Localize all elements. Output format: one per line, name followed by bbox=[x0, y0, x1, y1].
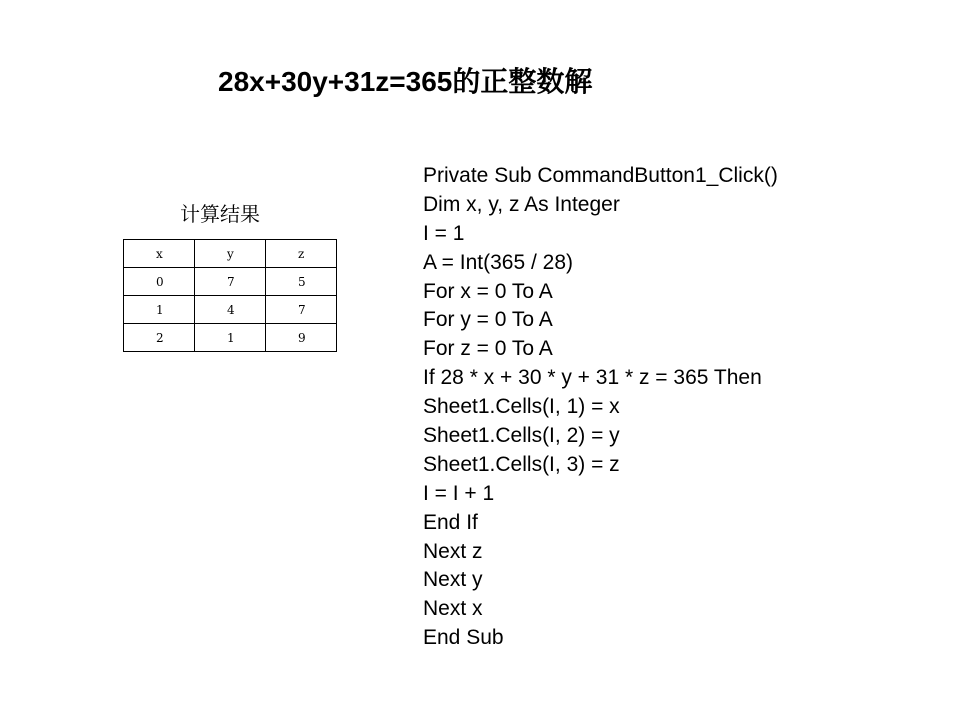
code-line: Dim x, y, z As Integer bbox=[423, 192, 620, 216]
code-line: I = 1 bbox=[423, 221, 465, 245]
code-line: Next x bbox=[423, 597, 483, 621]
table-cell: 1 bbox=[195, 324, 266, 352]
table-cell: 4 bbox=[195, 296, 266, 324]
code-line: Sheet1.Cells(I, 1) = x bbox=[423, 395, 620, 419]
table-cell: 7 bbox=[266, 296, 337, 324]
code-line: A = Int(365 / 28) bbox=[423, 250, 574, 274]
table-row bbox=[124, 324, 337, 352]
code-line: Sheet1.Cells(I, 2) = y bbox=[423, 424, 620, 448]
code-block bbox=[423, 162, 778, 653]
table-cell: 2 bbox=[124, 324, 195, 352]
code-line: Private Sub CommandButton1_Click() bbox=[423, 164, 778, 187]
slide-title: 28x+30y+31z=365的正整数解 bbox=[218, 66, 593, 97]
table-cell: 1 bbox=[124, 296, 195, 324]
code-line: End Sub bbox=[423, 626, 504, 650]
table-cell: 7 bbox=[195, 268, 266, 296]
table-caption: 计算结果 bbox=[180, 202, 260, 226]
table-header-cell-y: y bbox=[195, 240, 266, 268]
table-header-cell-x: x bbox=[124, 240, 195, 268]
table-header-cell-z: z bbox=[266, 240, 337, 268]
table-cell: 5 bbox=[266, 268, 337, 296]
code-line: I = I + 1 bbox=[423, 481, 495, 505]
code-line: For z = 0 To A bbox=[423, 337, 553, 361]
table-cell: 0 bbox=[124, 268, 195, 296]
code-line: Next z bbox=[423, 539, 483, 563]
code-line: If 28 * x + 30 * y + 31 * z = 365 Then bbox=[423, 366, 762, 390]
table-row bbox=[124, 296, 337, 324]
table-header-row bbox=[124, 240, 337, 268]
code-line: Next y bbox=[423, 568, 483, 592]
code-line: Sheet1.Cells(I, 3) = z bbox=[423, 452, 620, 476]
table-row bbox=[124, 268, 337, 296]
code-line: For y = 0 To A bbox=[423, 308, 553, 332]
result-table bbox=[123, 239, 337, 352]
code-line: For x = 0 To A bbox=[423, 279, 553, 303]
table-cell: 9 bbox=[266, 324, 337, 352]
code-line: End If bbox=[423, 510, 478, 534]
